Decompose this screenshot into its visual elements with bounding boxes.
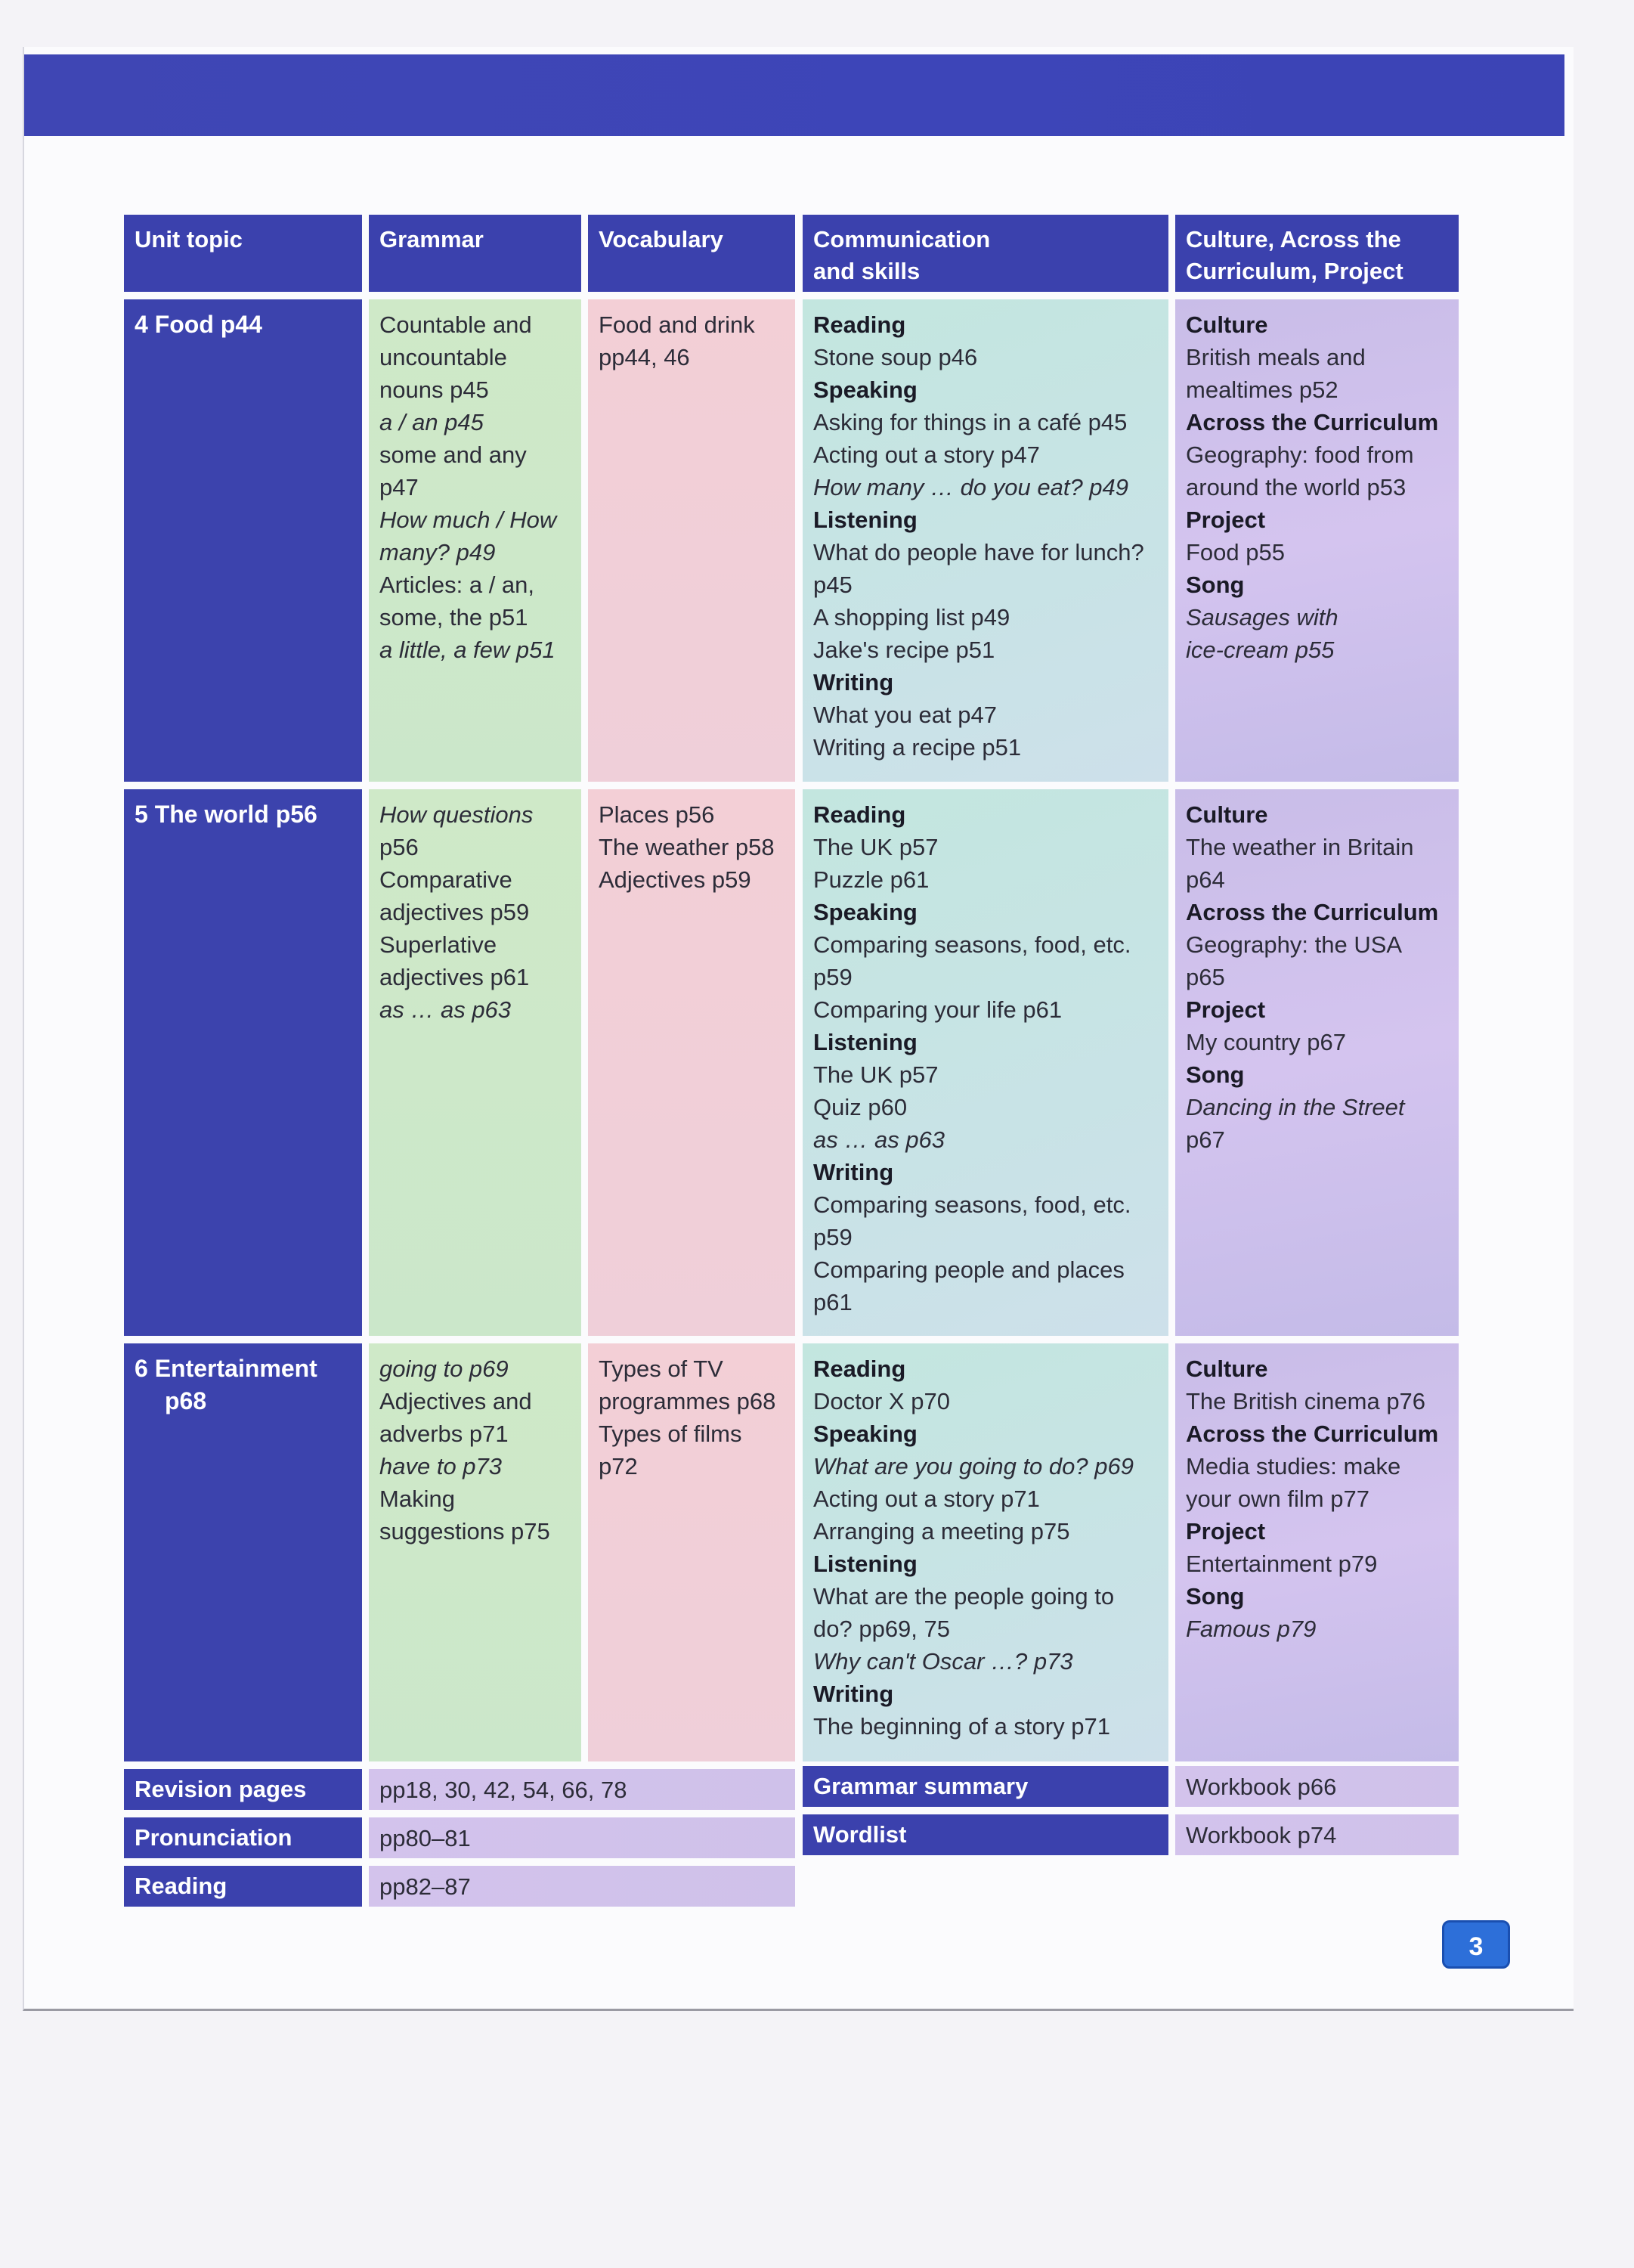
grammar-line: going to p69 (379, 1356, 509, 1382)
unit-6-topic-cell (124, 1343, 362, 1761)
section-line: p45 (813, 572, 853, 598)
grammar-line: some and any (379, 442, 527, 468)
section-line: ice-cream p55 (1186, 637, 1335, 663)
section-line: do? pp69, 75 (813, 1616, 951, 1642)
section-heading: Project (1186, 1518, 1266, 1545)
unit-6-grammar-cell (369, 1343, 581, 1761)
section-line: Media studies: make (1186, 1453, 1401, 1479)
grammar-summary-value: Workbook p66 (1175, 1766, 1459, 1807)
reading-label: Reading (124, 1866, 362, 1907)
section-line: p59 (813, 964, 853, 990)
section-heading: Across the Curriculum (1186, 1421, 1439, 1447)
section-line: The British cinema p76 (1186, 1388, 1426, 1414)
vocabulary-line: Places p56 (599, 801, 715, 828)
vocabulary-line: pp44, 46 (599, 344, 690, 370)
grammar-line: suggestions p75 (379, 1518, 550, 1545)
grammar-line: adjectives p59 (379, 899, 530, 925)
unit-topic-text: p68 (165, 1387, 207, 1414)
section-line: How many … do you eat? p49 (813, 474, 1129, 500)
vocabulary-line: programmes p68 (599, 1388, 776, 1414)
section-line: Stone soup p46 (813, 344, 978, 370)
section-heading: Reading (813, 801, 906, 828)
section-line: your own film p77 (1186, 1486, 1369, 1512)
header-communication: Communication and skills (803, 215, 1168, 292)
section-line: The weather in Britain (1186, 834, 1414, 860)
section-heading: Writing (813, 1159, 894, 1185)
section-line: p64 (1186, 866, 1225, 893)
section-line: What do people have for lunch? (813, 539, 1144, 565)
unit-6-culture-cell (1175, 1343, 1459, 1761)
grammar-line: adverbs p71 (379, 1421, 509, 1447)
section-line: Arranging a meeting p75 (813, 1518, 1070, 1545)
section-line: Entertainment p79 (1186, 1551, 1378, 1577)
section-heading: Listening (813, 507, 918, 533)
vocabulary-line: Adjectives p59 (599, 866, 751, 893)
unit-6-skills-cell (803, 1343, 1168, 1761)
header-banner (24, 54, 1564, 136)
section-line: British meals and (1186, 344, 1366, 370)
section-line: The beginning of a story p71 (813, 1713, 1110, 1740)
section-line: Doctor X p70 (813, 1388, 950, 1414)
section-line: around the world p53 (1186, 474, 1407, 500)
section-heading: Project (1186, 507, 1266, 533)
pronunciation-value: pp80–81 (369, 1817, 795, 1858)
section-heading: Song (1186, 1583, 1245, 1610)
grammar-line: a little, a few p51 (379, 637, 555, 663)
section-heading: Song (1186, 1061, 1245, 1088)
unit-4-grammar-cell (369, 299, 581, 782)
header-unit-topic: Unit topic (124, 215, 362, 292)
section-line: Geography: the USA (1186, 931, 1403, 958)
section-heading: Writing (813, 1681, 894, 1707)
section-line: Geography: food from (1186, 442, 1414, 468)
grammar-line: nouns p45 (379, 376, 489, 403)
unit-topic-text: 5 The world p56 (135, 801, 317, 828)
section-line: What you eat p47 (813, 702, 997, 728)
wordlist-value: Workbook p74 (1175, 1814, 1459, 1855)
revision-value: pp18, 30, 42, 54, 66, 78 (369, 1769, 795, 1810)
unit-4-culture-cell (1175, 299, 1459, 782)
unit-topic-text: 4 Food p44 (135, 311, 262, 338)
section-line: Sausages with (1186, 604, 1338, 631)
vocabulary-line: Food and drink (599, 311, 755, 338)
revision-label: Revision pages (124, 1769, 362, 1810)
page-number-badge: 3 (1442, 1920, 1510, 1969)
grammar-line: uncountable (379, 344, 507, 370)
section-heading: Across the Curriculum (1186, 409, 1439, 435)
unit-5-culture-cell (1175, 789, 1459, 1336)
unit-6-vocabulary-cell (588, 1343, 795, 1761)
grammar-line: some, the p51 (379, 604, 528, 631)
section-heading: Writing (813, 669, 894, 696)
section-line: My country p67 (1186, 1029, 1346, 1055)
unit-4-skills-cell (803, 299, 1168, 782)
section-heading: Reading (813, 311, 906, 338)
unit-4-vocabulary-cell (588, 299, 795, 782)
header-grammar: Grammar (369, 215, 581, 292)
section-line: The UK p57 (813, 1061, 939, 1088)
section-heading: Speaking (813, 1421, 918, 1447)
grammar-line: How questions (379, 801, 534, 828)
section-heading: Song (1186, 572, 1245, 598)
vocabulary-line: The weather p58 (599, 834, 775, 860)
grammar-line: Making (379, 1486, 455, 1512)
grammar-line: many? p49 (379, 539, 496, 565)
section-heading: Listening (813, 1551, 918, 1577)
grammar-line: a / an p45 (379, 409, 484, 435)
section-line: p61 (813, 1289, 853, 1315)
section-line: Writing a recipe p51 (813, 734, 1022, 761)
grammar-line: p56 (379, 834, 419, 860)
section-line: mealtimes p52 (1186, 376, 1338, 403)
section-line: as … as p63 (813, 1126, 945, 1153)
unit-5-topic-cell (124, 789, 362, 1336)
section-heading: Culture (1186, 1356, 1268, 1382)
header-vocabulary: Vocabulary (588, 215, 795, 292)
grammar-line: have to p73 (379, 1453, 503, 1479)
section-line: Jake's recipe p51 (813, 637, 995, 663)
vocabulary-line: Types of films p72 (599, 1421, 742, 1479)
grammar-line: Articles: a / an, (379, 572, 535, 598)
section-line: Why can't Oscar …? p73 (813, 1648, 1073, 1675)
section-line: Comparing seasons, food, etc. (813, 931, 1131, 958)
section-line: Comparing your life p61 (813, 996, 1063, 1023)
reading-value: pp82–87 (369, 1866, 795, 1907)
header-culture: Culture, Across the Curriculum, Project (1175, 215, 1459, 292)
section-heading: Speaking (813, 376, 918, 403)
section-heading: Culture (1186, 311, 1268, 338)
section-line: The UK p57 (813, 834, 939, 860)
section-line: Acting out a story p47 (813, 442, 1040, 468)
section-heading: Listening (813, 1029, 918, 1055)
grammar-summary-label: Grammar summary (803, 1766, 1168, 1807)
section-line: What are you going to do? p69 (813, 1453, 1134, 1479)
section-heading: Across the Curriculum (1186, 899, 1439, 925)
section-heading: Speaking (813, 899, 918, 925)
section-line: Quiz p60 (813, 1094, 908, 1120)
grammar-line: How much / How (379, 507, 557, 533)
section-heading: Culture (1186, 801, 1268, 828)
section-line: Comparing seasons, food, etc. (813, 1191, 1131, 1218)
vocabulary-line: Types of TV (599, 1356, 723, 1382)
grammar-line: Superlative (379, 931, 497, 958)
section-line: p65 (1186, 964, 1225, 990)
grammar-line: Comparative (379, 866, 512, 893)
section-line: Acting out a story p71 (813, 1486, 1040, 1512)
section-line: Dancing in the Street (1186, 1094, 1405, 1120)
section-line: What are the people going to (813, 1583, 1115, 1610)
section-heading: Project (1186, 996, 1266, 1023)
pronunciation-label: Pronunciation (124, 1817, 362, 1858)
section-line: Asking for things in a café p45 (813, 409, 1128, 435)
unit-topic-text: 6 Entertainment (135, 1355, 317, 1382)
wordlist-label: Wordlist (803, 1814, 1168, 1855)
section-line: Food p55 (1186, 539, 1285, 565)
section-line: p67 (1186, 1126, 1225, 1153)
unit-5-skills-cell (803, 789, 1168, 1336)
grammar-line: p47 (379, 474, 419, 500)
section-line: Puzzle p61 (813, 866, 930, 893)
grammar-line: Countable and (379, 311, 532, 338)
unit-5-grammar-cell (369, 789, 581, 1336)
section-line: Famous p79 (1186, 1616, 1317, 1642)
grammar-line: adjectives p61 (379, 964, 530, 990)
unit-4-topic-cell (124, 299, 362, 782)
section-line: p59 (813, 1224, 853, 1250)
section-line: A shopping list p49 (813, 604, 1010, 631)
grammar-line: Adjectives and (379, 1388, 532, 1414)
unit-5-vocabulary-cell (588, 789, 795, 1336)
section-line: Comparing people and places (813, 1256, 1125, 1283)
section-heading: Reading (813, 1356, 906, 1382)
grammar-line: as … as p63 (379, 996, 512, 1023)
